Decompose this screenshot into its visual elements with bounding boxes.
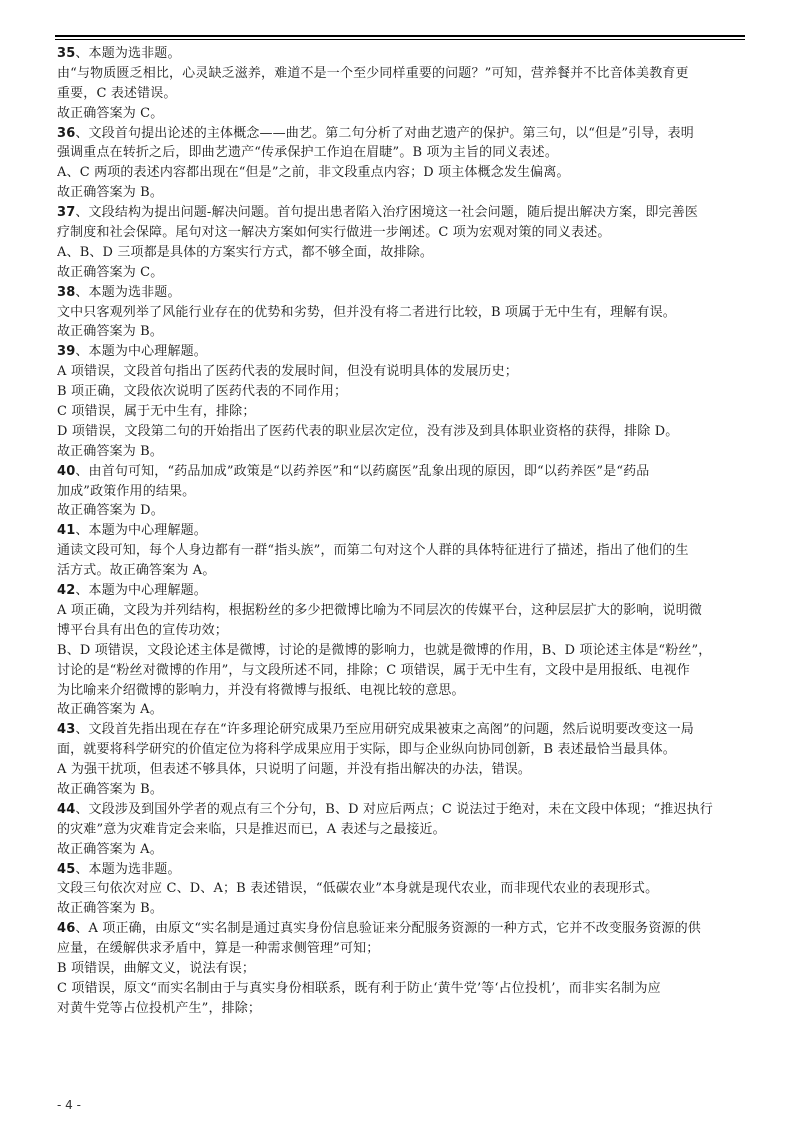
- line-text: 故正确答案为 C。: [57, 264, 164, 280]
- explanation-line: [57, 64, 745, 84]
- line-text: 故正确答案为 B。: [57, 781, 164, 797]
- explanation-line: [57, 999, 745, 1019]
- explanation-line: [57, 263, 745, 283]
- page-number: - 4 -: [57, 1098, 81, 1112]
- explanation-line: [57, 322, 745, 342]
- explanation-line: [57, 780, 745, 800]
- line-text: 、本题为中心理解题。: [75, 344, 207, 360]
- line-text: 故正确答案为 B。: [57, 443, 164, 459]
- line-text: 强调重点在转折之后，即曲艺遗产“传承保护工作迫在眉睫”。B 项为主旨的同义表述。: [57, 145, 558, 161]
- line-text: 疗制度和社会保障。尾句对这一解决方案如何实行做进一步阐述。C 项为宏观对策的同义表述。: [57, 225, 611, 241]
- line-text: 由“与物质匮乏相比，心灵缺乏滋养，难道不是一个至少同样重要的问题？”可知，营养餐并不比音体美教育更: [57, 65, 689, 81]
- line-text: 、由首句可知，“药品加成”政策是“以药养医”和“以药腐医”乱象出现的原因，即“以药养医”是“药品: [75, 463, 650, 479]
- explanation-line: [57, 661, 745, 681]
- explanation-line: [57, 422, 745, 442]
- question-number: 37: [57, 205, 76, 221]
- line-text: 故正确答案为 D。: [57, 503, 164, 519]
- explanation-line: [57, 740, 745, 760]
- explanation-line: [57, 820, 745, 840]
- line-text: 、文段结构为提出问题-解决问题。首句提出患者陷入治疗困境这一社会问题，随后提出解决方案，即完善医: [75, 205, 698, 221]
- question-number: 46: [57, 921, 76, 937]
- explanation-line: [57, 899, 745, 919]
- explanation-line: [57, 183, 745, 203]
- explanation-line: [57, 362, 745, 382]
- question-number: 36: [57, 125, 76, 141]
- explanation-line: [57, 163, 745, 183]
- line-text: 故正确答案为 A。: [57, 702, 163, 718]
- explanation-line: [57, 243, 745, 263]
- line-text: A 项正确，文段为并列结构，根据粉丝的多少把微博比喻为不同层次的传媒平台，这种层层扩大的影响，说明微: [57, 602, 703, 618]
- line-text: B、D 项错误，文段论述主体是微博，讨论的是微博的影响力，也就是微博的作用，B、D 项论述主体是“粉丝”，: [57, 642, 712, 658]
- line-text: 对黄牛党等占位投机产生”，排除；: [57, 1000, 262, 1016]
- line-text: 、文段首先指出现在存在“许多理论研究成果乃至应用研究成果被束之高阁”的问题，然后说明要改变这一局: [75, 722, 694, 738]
- line-text: A、C 两项的表述内容都出现在“但是”之前，非文段重点内容；D 项主体概念发生偏离。: [57, 165, 570, 181]
- explanation-line: [57, 641, 745, 661]
- question-35-line: [57, 44, 745, 64]
- explanation-line: [57, 681, 745, 701]
- line-text: 通读文段可知，每个人身边都有一群“指头族”，而第二句对这个人群的具体特征进行了描述，指出了他们的生: [57, 543, 689, 559]
- line-text: B 项错误，曲解文义，说法有误；: [57, 960, 256, 976]
- question-number: 45: [57, 861, 76, 877]
- question-number: 43: [57, 722, 76, 738]
- question-41-line: [57, 521, 745, 541]
- line-text: 文段三句依次对应 C、D、A；B 表述错误，“低碳农业”本身就是现代农业，而非现代农业的表现形式。: [57, 881, 659, 897]
- explanation-line: [57, 84, 745, 104]
- line-text: 博平台具有出色的宣传功效；: [57, 622, 228, 638]
- line-text: 活方式。故正确答案为 A。: [57, 563, 216, 579]
- question-37-line: [57, 203, 745, 223]
- line-text: 、文段涉及到国外学者的观点有三个分句，B、D 对应后两点；C 说法过于绝对，未在文段中体现；“推迟执行: [75, 801, 713, 817]
- explanation-line: [57, 760, 745, 780]
- question-number: 42: [57, 583, 76, 599]
- explanation-line: [57, 979, 745, 999]
- line-text: 应量，在缓解供求矛盾中，算是一种需求侧管理”可知；: [57, 941, 380, 957]
- explanation-line: [57, 104, 745, 124]
- line-text: 重要，C 表述错误。: [57, 85, 177, 101]
- question-45-line: [57, 860, 745, 880]
- question-number: 40: [57, 463, 76, 479]
- line-text: 、本题为中心理解题。: [75, 523, 207, 539]
- explanation-line: [57, 601, 745, 621]
- line-text: 面，就要将科学研究的价值定位为将科学成果应用于实际，即与企业纵向协同创新，B 表述最恰当最具体。: [57, 742, 676, 758]
- question-number: 38: [57, 284, 76, 300]
- explanation-line: [57, 959, 745, 979]
- line-text: C 项错误，原文“而实名制由于与真实身份相联系，既有利于防止‘黄牛党’等‘占位投机’，而非实名制为应: [57, 980, 661, 996]
- header-rule-thin: [55, 39, 745, 40]
- question-38-line: [57, 283, 745, 303]
- line-text: 故正确答案为 B。: [57, 185, 164, 201]
- header-rule-thick: [55, 35, 745, 37]
- line-text: 、文段首句提出论述的主体概念——曲艺。第二句分析了对曲艺遗产的保护。第三句，以“但是”引导，表明: [75, 125, 694, 141]
- line-text: B 项正确，文段依次说明了医药代表的不同作用；: [57, 384, 348, 400]
- line-text: A 为强干扰项，但表述不够具体，只说明了问题，并没有指出解决的办法，错误。: [57, 762, 532, 778]
- line-text: 、A 项正确，由原文“实名制是通过真实身份信息验证来分配服务资源的一种方式，它并不改变服务资源的供: [75, 921, 701, 937]
- line-text: 故正确答案为 A。: [57, 841, 163, 857]
- line-text: A 项错误，文段首句指出了医药代表的发展时间，但没有说明具体的发展历史；: [57, 364, 518, 380]
- question-number: 35: [57, 46, 76, 61]
- explanation-line: [57, 879, 745, 899]
- line-text: D 项错误，文段第二句的开始指出了医药代表的职业层次定位，没有涉及到具体职业资格的获得，排除 D。: [57, 423, 679, 439]
- explanation-line: [57, 143, 745, 163]
- explanation-line: [57, 700, 745, 720]
- explanation-line: [57, 402, 745, 422]
- answer-explanations: [57, 44, 745, 1019]
- line-text: 为比喻来介绍微博的影响力，并没有将微博与报纸、电视比较的意思。: [57, 682, 465, 698]
- explanation-line: [57, 382, 745, 402]
- line-text: 讨论的是“粉丝对微博的作用”，与文段所述不同，排除；C 项错误，属于无中生有，文段中是用报纸、电视作: [57, 662, 690, 678]
- question-43-line: [57, 720, 745, 740]
- explanation-line: [57, 223, 745, 243]
- line-text: 、本题为选非题。: [75, 46, 181, 61]
- question-44-line: [57, 800, 745, 820]
- question-36-line: [57, 124, 745, 144]
- line-text: 故正确答案为 C。: [57, 105, 164, 121]
- explanation-line: [57, 621, 745, 641]
- explanation-line: [57, 442, 745, 462]
- line-text: 文中只客观列举了风能行业存在的优势和劣势，但并没有将二者进行比较，B 项属于无中生有，理解有误。: [57, 304, 676, 320]
- explanation-line: [57, 482, 745, 502]
- explanation-line: [57, 840, 745, 860]
- line-text: 、本题为选非题。: [75, 284, 181, 300]
- explanation-line: [57, 501, 745, 521]
- line-text: 加成”政策作用的结果。: [57, 483, 196, 499]
- line-text: 故正确答案为 B。: [57, 901, 164, 917]
- explanation-line: [57, 561, 745, 581]
- explanation-line: [57, 303, 745, 323]
- line-text: C 项错误，属于无中生有，排除；: [57, 404, 256, 420]
- line-text: 、本题为中心理解题。: [75, 583, 207, 599]
- question-46-line: [57, 919, 745, 939]
- question-number: 44: [57, 801, 76, 817]
- question-number: 39: [57, 344, 76, 360]
- explanation-line: [57, 541, 745, 561]
- question-39-line: [57, 342, 745, 362]
- line-text: 的灾难”意为灾难肯定会来临，只是推迟而已，A 表述与之最接近。: [57, 821, 446, 837]
- line-text: 故正确答案为 B。: [57, 324, 164, 340]
- question-40-line: [57, 462, 745, 482]
- question-42-line: [57, 581, 745, 601]
- question-number: 41: [57, 523, 76, 539]
- explanation-line: [57, 939, 745, 959]
- line-text: 、本题为选非题。: [75, 861, 181, 877]
- line-text: A、B、D 三项都是具体的方案实行方式，都不够全面，故排除。: [57, 244, 433, 260]
